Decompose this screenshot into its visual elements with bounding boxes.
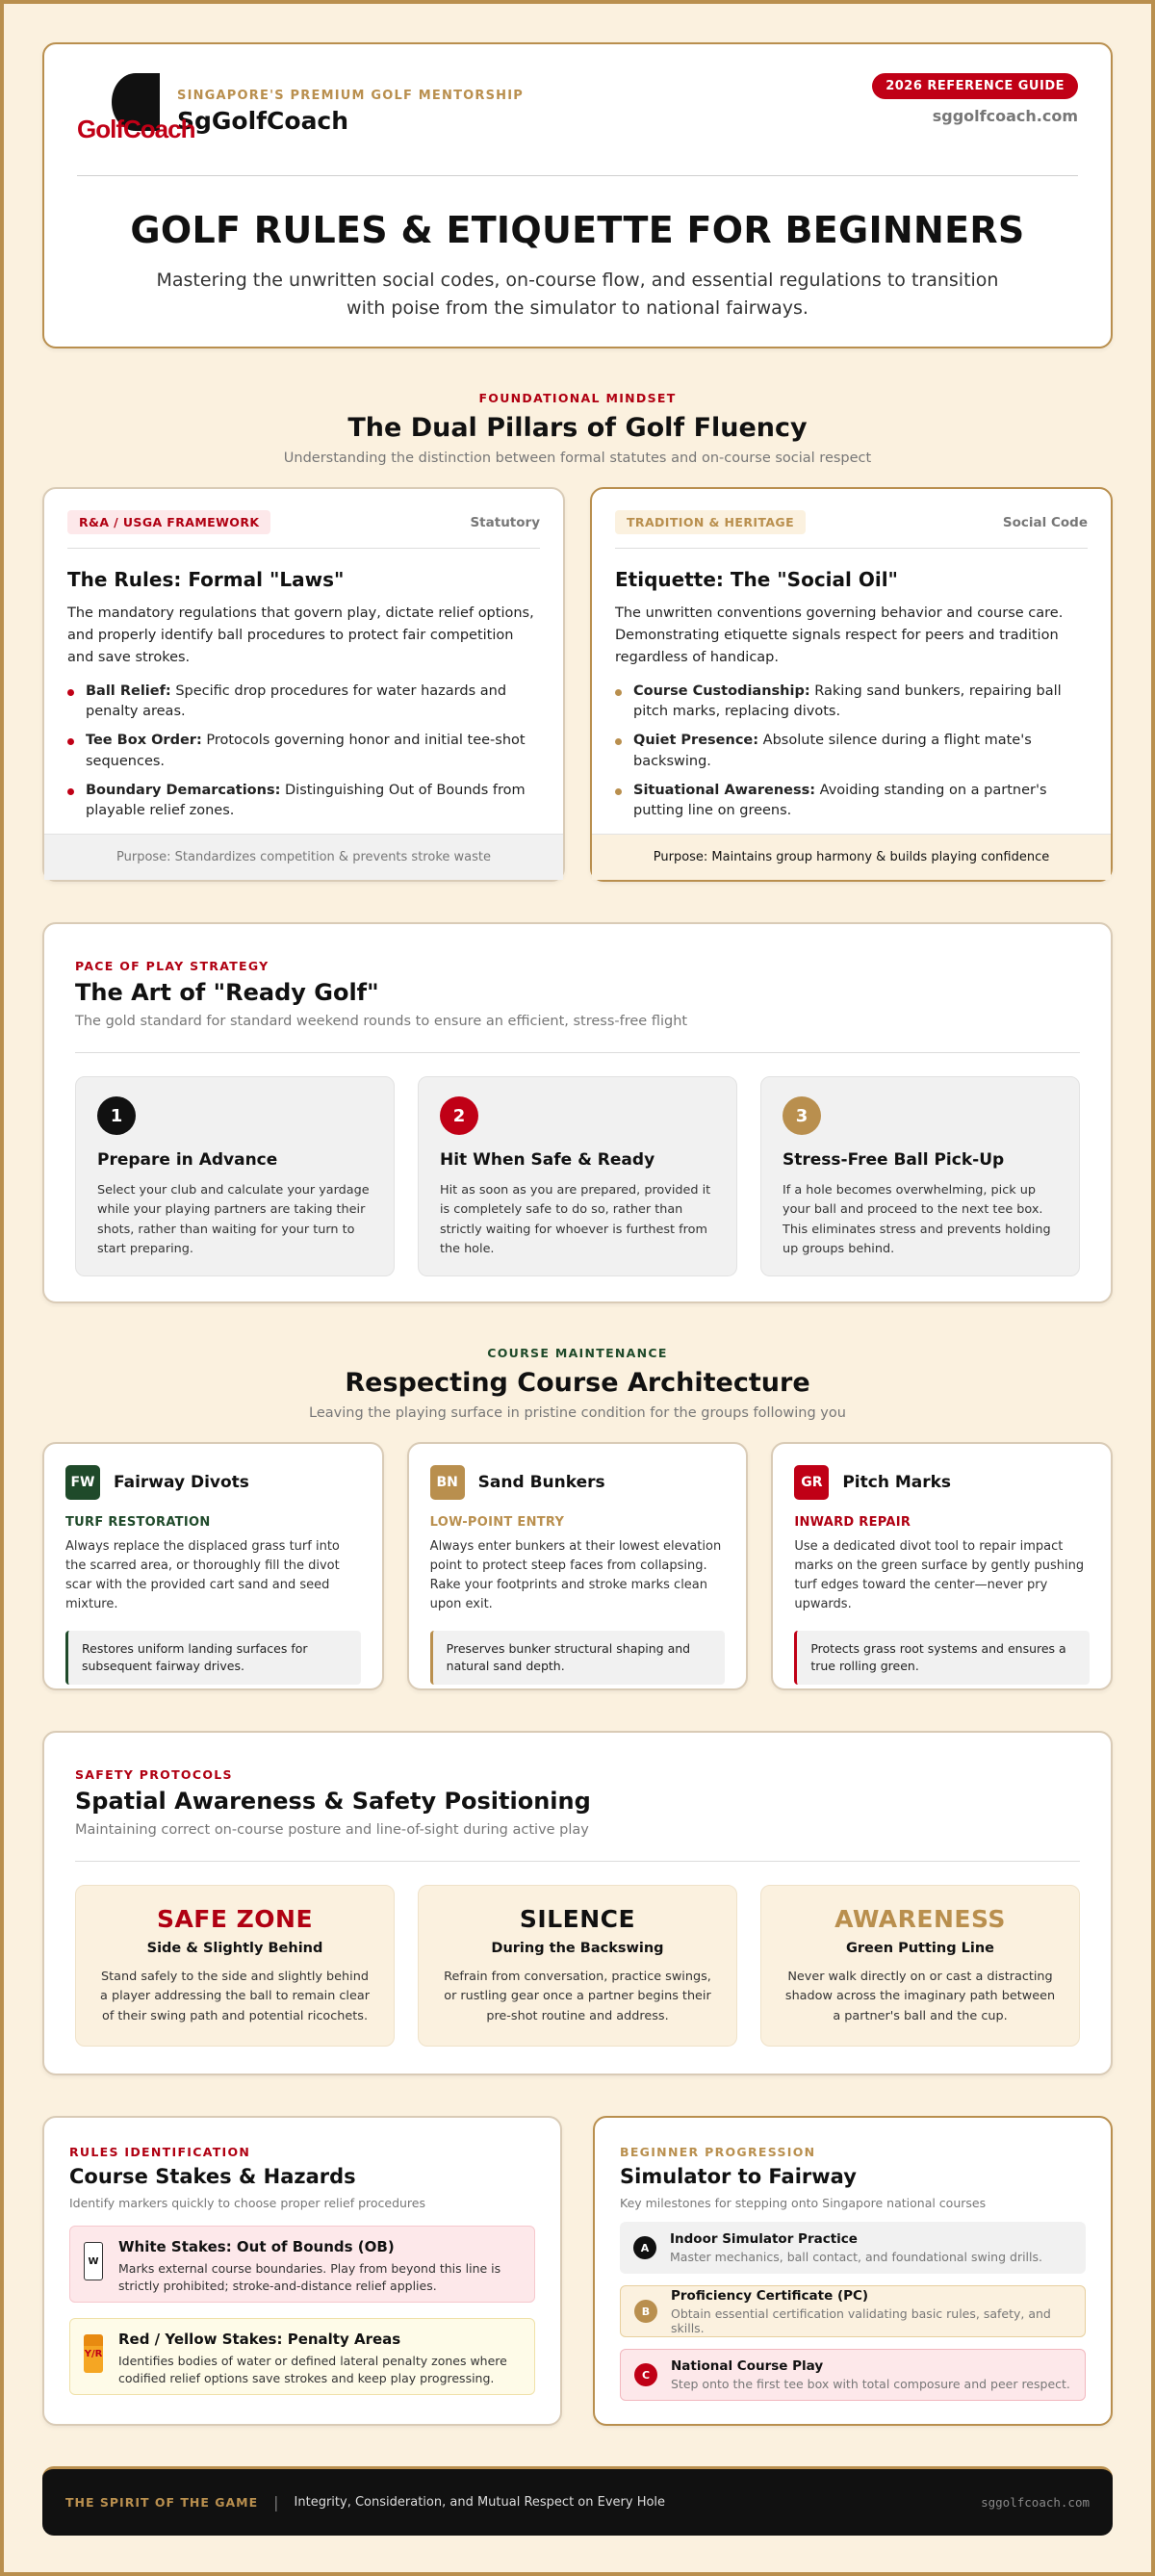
milestone-dot: B [634, 2300, 657, 2323]
arch-title: Sand Bunkers [477, 1473, 605, 1492]
milestone-description: Obtain essential certification validating basic rules, safety, and skills. [671, 2306, 1051, 2335]
list-item: Situational Awareness: Avoiding standing on a partner's putting line on greens. [615, 781, 1088, 823]
milestone-item [620, 2222, 1086, 2274]
rules-side-label: Statutory [470, 514, 540, 530]
golf-coach-logo [77, 73, 195, 150]
etiquette-pillar-card [590, 487, 1113, 882]
white-stake-item [69, 2226, 535, 2303]
arch-note: Preserves bunker structural shaping and natural sand depth. [430, 1631, 726, 1685]
step-title: Stress-Free Ball Pick-Up [783, 1150, 1005, 1170]
progression-kicker: BEGINNER PROGRESSION [620, 2145, 816, 2159]
arch-kicker: INWARD REPAIR [794, 1515, 911, 1530]
header-card [42, 42, 1113, 348]
step-number: 2 [440, 1096, 478, 1135]
milestone-dot: A [633, 2236, 656, 2259]
penalty-stake-item [69, 2318, 535, 2395]
red-yellow-stake-icon: Y/R [84, 2334, 103, 2373]
rules-title: The Rules: Formal "Laws" [67, 568, 345, 591]
milestone-item [620, 2349, 1086, 2401]
stake-description: Marks external course boundaries. Play from beyond this line is strictly prohibited; stroke-and-distance relief applies. [118, 2261, 501, 2294]
step-card [418, 1076, 737, 1276]
ready-golf-card [42, 922, 1113, 1303]
milestone-dot: C [634, 2363, 657, 2386]
brand-name: SgGolfCoach [177, 107, 349, 135]
architecture-subtitle: Leaving the playing surface in pristine condition for the groups following you [309, 1405, 846, 1421]
pillars-subtitle: Understanding the distinction between formal statutes and on-course social respect [283, 451, 872, 466]
safe-zone-card [75, 1885, 395, 2047]
safety-card [42, 1731, 1113, 2075]
ready-title: The Art of "Ready Golf" [75, 979, 379, 1006]
zone-heading: SILENCE [519, 1905, 636, 1933]
step-number: 1 [97, 1096, 136, 1135]
bunker-badge: BN [430, 1465, 465, 1500]
white-stake-icon: W [84, 2242, 103, 2280]
rules-description: The mandatory regulations that govern play, dictate relief options, and properly identify ball procedures to protect fair competition and save strokes. [67, 605, 534, 666]
page-subtitle: Mastering the unwritten social codes, on-course flow, and essential regulations to transition with poise from the simulator to national fairways. [156, 270, 999, 320]
arch-kicker: LOW-POINT ENTRY [429, 1515, 565, 1530]
arch-description: Use a dedicated divot tool to repair impact marks on the green surface by gently pushing turf edges toward the center—never pry upwards. [794, 1539, 1085, 1612]
fairway-divots-card [42, 1442, 384, 1690]
zone-subheading: Side & Slightly Behind [146, 1941, 323, 1956]
stakes-card [42, 2116, 562, 2426]
arch-note: Protects grass root systems and ensures a true rolling green. [794, 1631, 1090, 1685]
step-description: Select your club and calculate your yardage while your playing partners are taking their shots, rather than waiting for your turn to start preparing. [97, 1183, 370, 1257]
rules-purpose: Purpose: Standardizes competition & prevents stroke waste [44, 834, 563, 880]
footer-bar [42, 2466, 1113, 2536]
zone-subheading: Green Putting Line [846, 1941, 994, 1956]
pillars-kicker: FOUNDATIONAL MINDSET [478, 391, 677, 405]
arch-title: Fairway Divots [114, 1473, 249, 1492]
arch-description: Always enter bunkers at their lowest elevation point to protect steep faces from collapsing. Rake your footprints and stroke marks clean upon exit. [429, 1539, 722, 1612]
page-title: GOLF RULES & ETIQUETTE FOR BEGINNERS [130, 209, 1025, 251]
progression-title: Simulator to Fairway [620, 2165, 857, 2188]
progression-card [593, 2116, 1113, 2426]
milestone-title: National Course Play [671, 2358, 824, 2374]
etiquette-purpose: Purpose: Maintains group harmony & builds playing confidence [592, 834, 1111, 880]
step-title: Hit When Safe & Ready [440, 1150, 655, 1170]
step-description: If a hole becomes overwhelming, pick up your ball and proceed to the next tee box. This eliminates stress and prevents holding up groups behind. [783, 1183, 1051, 1257]
arch-title: Pitch Marks [842, 1473, 952, 1492]
pillars-title: The Dual Pillars of Golf Fluency [347, 413, 808, 443]
step-card [760, 1076, 1080, 1276]
architecture-title: Respecting Course Architecture [345, 1368, 810, 1398]
milestone-description: Step onto the first tee box with total composure and peer respect. [671, 2377, 1070, 2391]
sand-bunkers-card [407, 1442, 749, 1690]
architecture-kicker: COURSE MAINTENANCE [487, 1346, 668, 1360]
list-item: Course Custodianship: Raking sand bunkers, repairing ball pitch marks, replacing divots. [615, 682, 1088, 724]
step-card [75, 1076, 395, 1276]
zone-description: Stand safely to the side and slightly behind a player addressing the ball to remain clear of their swing path and potential ricochets. [100, 1970, 370, 2023]
arch-kicker: TURF RESTORATION [65, 1515, 211, 1530]
rules-pillar-card [42, 487, 565, 882]
footer-separator: | [273, 2493, 279, 2512]
stake-title: Red / Yellow Stakes: Penalty Areas [118, 2331, 401, 2348]
stake-title: White Stakes: Out of Bounds (OB) [118, 2238, 395, 2255]
etiquette-description: The unwritten conventions governing behavior and course care. Demonstrating etiquette signals respect for peers and tradition regardless of handicap. [615, 605, 1064, 666]
header-divider [77, 175, 1078, 176]
zone-subheading: During the Backswing [491, 1941, 664, 1956]
zone-description: Never walk directly on or cast a distracting shadow across the imaginary path between a partner's ball and the cup. [784, 1970, 1056, 2023]
etiquette-title: Etiquette: The "Social Oil" [615, 568, 898, 591]
brand [77, 73, 524, 150]
arch-description: Always replace the displaced grass turf into the scarred area, or thoroughly fill the divot scar with the provided cart sand and seed mixture. [65, 1539, 340, 1612]
brand-tagline: SINGAPORE'S PREMIUM GOLF MENTORSHIP [177, 89, 525, 103]
reference-guide-badge: 2026 REFERENCE GUIDE [872, 73, 1078, 99]
stakes-kicker: RULES IDENTIFICATION [69, 2145, 251, 2159]
stake-description: Identifies bodies of water or defined lateral penalty zones where codified relief options save strokes and keep play progressing. [118, 2354, 507, 2386]
list-item: Ball Relief: Specific drop procedures for water hazards and penalty areas. [67, 682, 540, 724]
etiquette-tag: TRADITION & HERITAGE [615, 510, 806, 534]
pillars-heading [42, 391, 1113, 466]
footer-site-link[interactable]: sggolfcoach.com [981, 2495, 1090, 2510]
safety-kicker: SAFETY PROTOCOLS [75, 1767, 233, 1782]
list-item: Quiet Presence: Absolute silence during a flight mate's backswing. [615, 731, 1088, 773]
stakes-title: Course Stakes & Hazards [69, 2165, 356, 2188]
footer-kicker: THE SPIRIT OF THE GAME [65, 2495, 259, 2510]
step-number: 3 [783, 1096, 821, 1135]
zone-heading: SAFE ZONE [156, 1905, 314, 1933]
zone-heading: AWARENESS [834, 1905, 1006, 1933]
footer-text: Integrity, Consideration, and Mutual Respect on Every Hole [294, 2495, 666, 2510]
progression-subtitle: Key milestones for stepping onto Singapore national courses [620, 2196, 987, 2210]
architecture-heading [42, 1346, 1113, 1421]
safety-subtitle: Maintaining correct on-course posture and line-of-sight during active play [75, 1822, 589, 1838]
stakes-subtitle: Identify markers quickly to choose proper relief procedures [69, 2196, 426, 2210]
green-badge: GR [794, 1465, 829, 1500]
site-link[interactable]: sggolfcoach.com [932, 107, 1078, 125]
rules-tag: R&A / USGA FRAMEWORK [67, 510, 270, 534]
milestone-title: Proficiency Certificate (PC) [671, 2287, 869, 2304]
milestone-description: Master mechanics, ball contact, and foundational swing drills. [670, 2250, 1042, 2264]
milestone-item [620, 2285, 1086, 2337]
ready-kicker: PACE OF PLAY STRATEGY [75, 959, 270, 973]
safety-title: Spatial Awareness & Safety Positioning [75, 1788, 591, 1815]
arch-note: Restores uniform landing surfaces for subsequent fairway drives. [65, 1631, 361, 1685]
step-title: Prepare in Advance [97, 1150, 278, 1170]
silence-card [418, 1885, 737, 2047]
etiquette-side-label: Social Code [1002, 514, 1088, 530]
awareness-card [760, 1885, 1080, 2047]
list-item: Boundary Demarcations: Distinguishing Out of Bounds from playable relief zones. [67, 781, 540, 823]
fairway-badge: FW [65, 1465, 100, 1500]
ready-subtitle: The gold standard for standard weekend rounds to ensure an efficient, stress-free flight [75, 1014, 688, 1029]
list-item: Tee Box Order: Protocols governing honor and initial tee-shot sequences. [67, 731, 540, 773]
pitch-marks-card [771, 1442, 1113, 1690]
zone-description: Refrain from conversation, practice swings, or rustling gear once a partner begins their pre-shot routine and address. [444, 1970, 711, 2023]
logo-text: GolfCoach [77, 115, 195, 143]
step-description: Hit as soon as you are prepared, provided it is completely safe to do so, rather than strictly waiting for whoever is furthest from the hole. [440, 1183, 711, 1257]
milestone-title: Indoor Simulator Practice [670, 2231, 858, 2247]
